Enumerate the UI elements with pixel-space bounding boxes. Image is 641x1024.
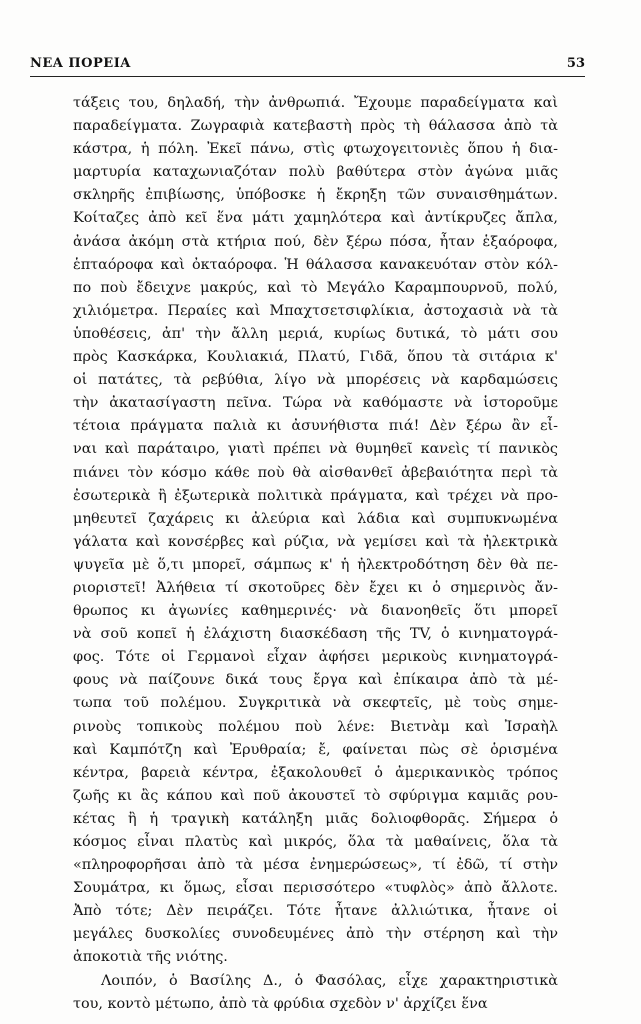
text-line: τέτοια πράγματα παλιὰ κι ἀσυνήθιστα πιά! Δὲν ξέρω ἂν εἶ- [73,418,558,435]
running-head: ΝΕΑ ΠΟΡΕΙΑ [30,56,131,71]
text-line: ἀποκοτιὰ τῆς νιότης. [73,949,228,966]
text-line: πο ποὺ ἔδειχνε μακρύς, καὶ τὸ Μεγάλο Καραμπουρνοῦ, πολύ, [73,279,558,296]
text-line: κέτας ἢ ἡ τραγικὴ κατάληξη μιᾶς δολιοφθορᾶς. Σήμερα ὁ [73,810,558,827]
text-line: γάλατα καὶ κονσέρβες καὶ ρύζια, νὰ γεμίσει καὶ τὰ ἠλεκτρικὰ [73,533,558,550]
text-line: ὑποθέσεις, ἀπ' τὴν ἄλλη μεριά, κυρίως δυτικά, τὸ μάτι σου [73,325,558,342]
header-rule [30,76,585,77]
text-line: ἑπταόροφα καὶ ὀκταόροφα. Ἡ θάλασσα κανακευόταν στὸν κόλ- [73,256,558,273]
text-line: κέντρα, βαρειὰ κέντρα, ἐξακολουθεῖ ὁ ἀμερικανικὸς τρόπος [73,764,558,781]
text-line: ζωῆς κι ἂς κάπου καὶ ποῦ ἀκουστεῖ τὸ σφύριγμα καμιᾶς ρου- [73,787,558,804]
text-line: παραδείγματα. Ζωγραφιὰ κατεβαστὴ πρὸς τὴ θάλασσα ἀπὸ τὰ [73,118,558,135]
text-line: ναι καὶ παράταιρο, γιατὶ πρέπει νὰ θυμηθεῖ κανεὶς τί πανικὸς [73,441,558,458]
text-line: μηθευτεῖ ζαχάρεις κι ἀλεύρια καὶ λάδια καὶ συμπυκνωμένα [73,510,558,527]
text-line: κόσμος εἶναι πλατὺς καὶ μικρός, ὅλα τὰ μαθαίνεις, ὅλα τὰ [73,834,558,850]
text-line: τάξεις του, δηλαδή, τὴν ἀνθρωπιά. Ἔχουμε παραδείγματα καὶ [73,95,558,111]
text-line: τωπα τοῦ πολέμου. Συγκριτικὰ νὰ σκεφτεῖς, μὲ τοὺς σημε- [73,695,558,712]
page-header [30,56,585,78]
text-line: του, κοντὸ μέτωπο, ἀπὸ τὰ φρύδια σχεδὸν ν' ἀρχίζει ἕνα [73,995,488,1012]
text-line: κάστρα, ἡ πόλη. Ἐκεῖ πάνω, στὶς φτωχογειτονιὲς ὅπου ἡ δια- [73,141,558,158]
text-line: ρινοὺς τοπικοὺς πολέμου ποὺ λένε: Βιετνὰμ καὶ Ἰσραὴλ [73,718,558,735]
text-line: πρὸς Κασκάρκα, Κουλιακιά, Πλατύ, Γιδᾶ, ὅπου τὰ σιτάρια κ' [73,349,558,366]
text-line: σκληρῆς ἐπιβίωσης, ὑπόβοσκε ἡ ἔκρηξη τῶν συναισθημάτων. [73,187,558,204]
text-line: τὴν ἀκατασίγαστη πεῖνα. Τώρα νὰ καθόμαστε νὰ ἱστοροῦμε [73,395,558,412]
text-line: νὰ σοῦ κοπεῖ ἡ ἐλάχιστη διασκέδαση τῆς TV, ὁ κινηματογρά- [73,626,558,643]
text-line: Κοίταζες ἀπὸ κεῖ ἕνα μάτι χαμηλότερα καὶ ἀντίκρυζες ἄπλα, [73,210,558,227]
text-line: μαρτυρία καταχωνιαζόταν πολὺ βαθύτερα στὸν ἀγώνα μιᾶς [73,164,558,181]
text-line: πιάνει τὸν κόσμο κάθε ποὺ θὰ αἰσθανθεῖ ἀβεβαιότητα περὶ τὰ [73,464,558,481]
text-line: ριοριστεῖ! Ἀλήθεια τί σκοτοῦρες δὲν ἔχει κι ὁ σημερινὸς ἄν- [73,579,558,596]
text-line: θρωπος κι ἀγωνίες καθημερινές· νὰ διανοηθεῖς ὅτι μπορεῖ [73,603,558,620]
text-line: «πληροφορῆσαι ἀπὸ τὰ μέσα ἐνημερώσεως», τί ἐδῶ, τί στὴν [73,857,558,874]
text-line: ἐσωτερικὰ ἢ ἐξωτερικὰ πολιτικὰ πράγματα, καὶ τρέχει νὰ προ- [73,487,558,504]
text-line: φος. Τότε οἱ Γερμανοὶ εἶχαν ἀφήσει μερικοὺς κινηματογρά- [73,649,558,666]
text-line: Σουμάτρα, κι ὅμως, εἶσαι περισσότερο «τυφλὸς» ἀπὸ ἄλλοτε. [73,880,558,897]
text-line: οἱ πατάτες, τὰ ρεβύθια, λίγο νὰ μπορέσεις νὰ καρδαμώσεις [73,372,558,389]
text-line: φους νὰ παίζουνε δικά τους ἔργα καὶ ἐπίκαιρα ἀπὸ τὰ μέ- [73,672,558,689]
text-line: Λοιπόν, ὁ Βασίλης Δ., ὁ Φασόλας, εἶχε χαρακτηριστικὰ [101,972,558,989]
text-line: Ἀπὸ τότε; Δὲν πειράζει. Τότε ἦτανε ἀλλιώτικα, ἦτανε οἱ [73,903,558,920]
text-line: καὶ Καμπότζη καὶ Ἐρυθραία; ἔ, φαίνεται πὼς σὲ ὁρισμένα [73,741,558,758]
body-text [73,92,558,1016]
page-number: 53 [566,56,585,71]
text-line: χιλιόμετρα. Περαίες καὶ Μπαχτσετσιφλίκια, ἀστοχασιὰ νὰ τὰ [73,302,558,319]
text-line: μεγάλες δυσκολίες συνοδευμένες ἀπὸ τὴν στέρηση καὶ τὴν [73,926,558,943]
text-line: ψυγεῖα μὲ ὅ,τι μπορεῖ, σάμπως κ' ἡ ἠλεκτροδότηση δὲν θὰ πε- [73,556,558,573]
text-line: ἀνάσα ἀκόμη στὰ κτήρια πού, δὲν ξέρω πόσα, ἦταν ἑξαόροφα, [73,233,558,250]
